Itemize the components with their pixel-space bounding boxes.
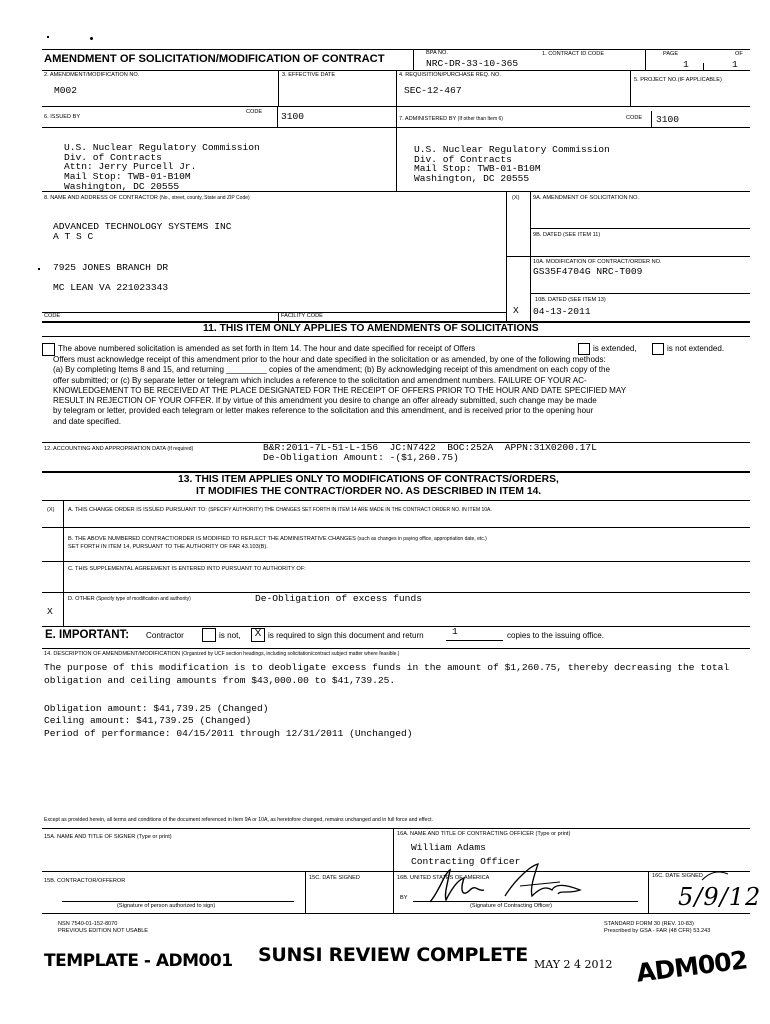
date-scribble: [700, 868, 730, 882]
nsn-line1: NSN 7540-01-152-8070: [58, 921, 118, 927]
item13d-x: X: [47, 606, 53, 617]
officer-signature-image: [420, 860, 620, 910]
administered-by-code-label: CODE: [626, 115, 643, 121]
item13b-label: B. THE ABOVE NUMBERED CONTRACT/ORDER IS MODIFIED TO REFLECT THE ADMINISTRATIVE CHANGES (such as changes in paying office, appropriation date, etc.): [68, 536, 487, 542]
is-extended-checkbox[interactable]: [578, 343, 590, 355]
item11-instructions: [53, 355, 626, 427]
contracting-officer-title: Contracting Officer: [411, 856, 521, 867]
address-line: Washington, DC 20555: [414, 173, 530, 185]
pages-value: 1: [732, 59, 738, 70]
requisition-value: SEC-12-467: [404, 85, 462, 96]
contractor-abbrev: A T S C: [53, 231, 94, 242]
item11-heading: 11. THIS ITEM ONLY APPLIES TO AMENDMENTS OF SOLICITATIONS: [203, 323, 539, 334]
is-not-label: is not,: [219, 631, 241, 640]
item13d-value: De-Obligation of excess funds: [255, 593, 422, 604]
address-line: Washington, DC 20555: [64, 180, 180, 192]
nsn-line2: PREVIOUS EDITION NOT USABLE: [58, 928, 149, 934]
modification-dated-value: 04-13-2011: [533, 306, 591, 317]
form-title: AMENDMENT OF SOLICITATION/MODIFICATION OF CONTRACT: [44, 53, 385, 65]
requisition-label: 4. REQUISITION/PURCHASE REQ. NO.: [399, 72, 501, 78]
copies-value: 1: [452, 626, 458, 637]
of-label: OF: [735, 51, 743, 57]
important-label: E. IMPORTANT:: [45, 629, 130, 641]
address-line: Attn: Jerry Purcell Jr.: [64, 161, 197, 173]
modification-dated-x: X: [513, 305, 519, 316]
officer-date-signed-value: 5/9/12: [678, 883, 762, 911]
item13d-label: D. OTHER (Specify type of modification and authority): [68, 596, 191, 602]
address-line: Mail Stop: TWB-01-B10M: [414, 163, 541, 175]
standard-form-line1: STANDARD FORM 30 (REV. 10-83): [604, 921, 694, 927]
contractor-city: MC LEAN VA 221023343: [53, 282, 169, 293]
address-line: Div. of Contracts: [414, 153, 512, 165]
is-not-extended-label: is not extended.: [667, 344, 725, 353]
contractor-name: ADVANCED TECHNOLOGY SYSTEMS INC: [53, 221, 232, 232]
description-label: 14. DESCRIPTION OF AMENDMENT/MODIFICATION (Organized by UCF section headings, including solicitation/contract subject matter where feasible.): [44, 651, 400, 657]
scan-speck: [38, 268, 40, 270]
amendment-no-value: M002: [54, 85, 78, 96]
instruction-line: and date specified.: [53, 416, 121, 426]
item13c-label: C. THIS SUPPLEMENTAL AGREEMENT IS ENTERED INTO PURSUANT TO AUTHORITY OF:: [68, 566, 306, 572]
modification-no-label: 10A. MODIFICATION OF CONTRACT/ORDER NO.: [533, 259, 662, 265]
page-label: PAGE: [663, 51, 679, 57]
is-required-checkbox[interactable]: X: [251, 628, 265, 642]
item13a-label: A. THIS CHANGE ORDER IS ISSUED PURSUANT TO: (SPECIFY AUTHORITY) THE CHANGES SET FORTH IN ITEM 14 ARE MADE IN THE CONTRACT ORDER NO. IN ITEM 10A.: [68, 507, 492, 513]
contracting-officer-label: 16A. NAME AND TITLE OF CONTRACTING OFFICER (Type or print): [397, 831, 571, 837]
description-para2: obligation and ceiling amounts from $43,000.00 to $41,739.25.: [44, 675, 396, 686]
description-para1: The purpose of this modification is to deobligate excess funds in the amount of $1,260.75, thereby decreasing the total: [44, 662, 730, 673]
contractor-street: 7925 JONES BRANCH DR: [53, 262, 169, 273]
is-extended-label: is extended,: [593, 344, 637, 353]
officer-date-signed-label: 16C. DATE SIGNED: [652, 873, 703, 879]
x-column-label: (X): [512, 195, 520, 201]
address-line: Mail Stop: TWB-01-B10M: [64, 171, 191, 183]
adm-stamp: ADM002: [634, 945, 749, 988]
signer-label: 15A. NAME AND TITLE OF SIGNER (Type or print): [44, 834, 172, 840]
item11-intro: The above numbered solicitation is amended as set forth in Item 14. The hour and date specified for receipt of Offers: [58, 344, 476, 353]
received-date-stamp: MAY 2 4 2012: [534, 958, 613, 971]
issued-by-label: 6. ISSUED BY: [44, 114, 81, 120]
contractor-offeror-label: 15B. CONTRACTOR/OFFEROR: [44, 878, 126, 884]
is-not-extended-checkbox[interactable]: [652, 343, 664, 355]
scan-speck: [90, 37, 93, 40]
project-no-label: 5. PROJECT NO.(IF APPLICABLE): [634, 77, 722, 83]
address-line: U.S. Nuclear Regulatory Commission: [64, 141, 260, 153]
administered-by-label: 7. ADMINISTERED BY (If other than Item 6): [399, 116, 503, 122]
solicitation-no-label: 9A. AMENDMENT OF SOLICITATION NO.: [533, 195, 639, 201]
contractor-date-signed-label: 15C. DATE SIGNED: [309, 875, 360, 881]
instruction-line: RESULT IN REJECTION OF YOUR OFFER. If by virtue of this amendment you desire to change an offer already submitted, such change may be made: [53, 396, 597, 406]
contract-id-label: 1. CONTRACT ID CODE: [542, 51, 605, 57]
effective-date-label: 3. EFFECTIVE DATE: [282, 72, 336, 78]
by-label: BY: [400, 895, 408, 901]
solicitation-dated-label: 9B. DATED (SEE ITEM 11): [533, 232, 601, 238]
is-not-checkbox[interactable]: [202, 628, 216, 642]
united-states-label: 16B. UNITED STATES OF AMERICA: [397, 875, 490, 881]
bpa-label: BPA NO.: [426, 50, 448, 56]
copies-suffix: copies to the issuing office.: [507, 631, 605, 640]
contractor-code-label: CODE: [44, 313, 61, 319]
contracting-officer-name: William Adams: [411, 842, 486, 853]
facility-code-label: FACILITY CODE: [281, 313, 323, 319]
accounting-line1: B&R:2011-7L-51-L-156 JC:N7422 BOC:252A APPN:31X0200.17L: [263, 442, 597, 453]
issued-by-code-label: CODE: [246, 109, 263, 115]
amendment-no-label: 2. AMENDMENT/MODIFICATION NO.: [44, 72, 140, 78]
contractor-label: 8. NAME AND ADDRESS OF CONTRACTOR (No., street, county, State and ZIP Code): [44, 195, 250, 201]
page-value: 1: [683, 59, 689, 70]
issued-by-code: 3100: [281, 111, 305, 122]
modification-no-value: GS35F4704G NRC-T009: [533, 266, 643, 277]
important-contractor: Contractor: [146, 631, 184, 640]
issued-by-address: [64, 133, 260, 192]
ceiling-amount: Ceiling amount: $41,739.25 (Changed): [44, 715, 252, 726]
administered-by-address: [414, 135, 610, 184]
sunsi-review-stamp: SUNSI REVIEW COMPLETE: [258, 944, 528, 966]
accounting-label: 12. ACCOUNTING AND APPROPRIATION DATA (If required): [44, 446, 194, 452]
except-text: Except as provided herein, all terms and conditions of the document referenced in Item 9A or 10A, as heretofore changed, remains unchanged and in full force and effect.: [44, 817, 433, 823]
period-of-performance: Period of performance: 04/15/2011 through 12/31/2011 (Unchanged): [44, 728, 413, 739]
officer-signature-label: (Signature of Contracting Officer): [470, 903, 552, 909]
instruction-line: Offers must acknowledge receipt of this amendment prior to the hour and date specified in the solicitation or as amended, by one of the following methods:: [53, 355, 606, 364]
contractor-signature-label: (Signature of person authorized to sign): [117, 903, 216, 909]
instruction-line: by telegram or letter, provided each telegram or letter makes reference to the solicitation and this amendment, and is received prior to the opening hour: [53, 406, 594, 416]
modification-dated-label: 10B. DATED (SEE ITEM 13): [535, 297, 606, 303]
item13-heading2: IT MODIFIES THE CONTRACT/ORDER NO. AS DESCRIBED IN ITEM 14.: [196, 486, 542, 497]
address-line: U.S. Nuclear Regulatory Commission: [414, 143, 610, 155]
instruction-line: offer submitted; or (c) By separate letter or telegram which includes a reference to the solicitation and amendment numbers. FAILURE OF YOUR AC-: [53, 375, 587, 385]
instruction-line: (a) By completing Items 8 and 15, and returning _________ copies of the amendment; (b) By acknowledging receipt of this amendment on each copy of the: [53, 365, 611, 375]
administered-by-code: 3100: [656, 114, 680, 125]
template-stamp: TEMPLATE - ADM001: [44, 951, 233, 971]
standard-form-line2: Prescribed by GSA - FAR (48 CFR) 53.243: [604, 928, 711, 934]
bpa-value: NRC-DR-33-10-365: [426, 58, 519, 69]
scan-speck: [47, 36, 49, 38]
x-column-label: (X): [47, 507, 55, 513]
instruction-line: KNOWLEDGEMENT TO BE RECEIVED AT THE PLACE DESIGNATED FOR THE RECEIPT OF OFFERS PRIOR TO THE HOUR AND DATE SPECIFIED MAY: [53, 385, 627, 395]
accounting-line2: De-Obligation Amount: -($1,260.75): [263, 452, 459, 463]
item13-heading1: 13. THIS ITEM APPLIES ONLY TO MODIFICATIONS OF CONTRACTS/ORDERS,: [178, 474, 559, 485]
address-line: Div. of Contracts: [64, 151, 162, 163]
obligation-amount: Obligation amount: $41,739.25 (Changed): [44, 703, 269, 714]
is-required-label: is required to sign this document and return: [268, 631, 424, 640]
item13b-label2: SET FORTH IN ITEM 14, PURSUANT TO THE AUTHORITY OF FAR 43.103(B).: [68, 544, 268, 550]
